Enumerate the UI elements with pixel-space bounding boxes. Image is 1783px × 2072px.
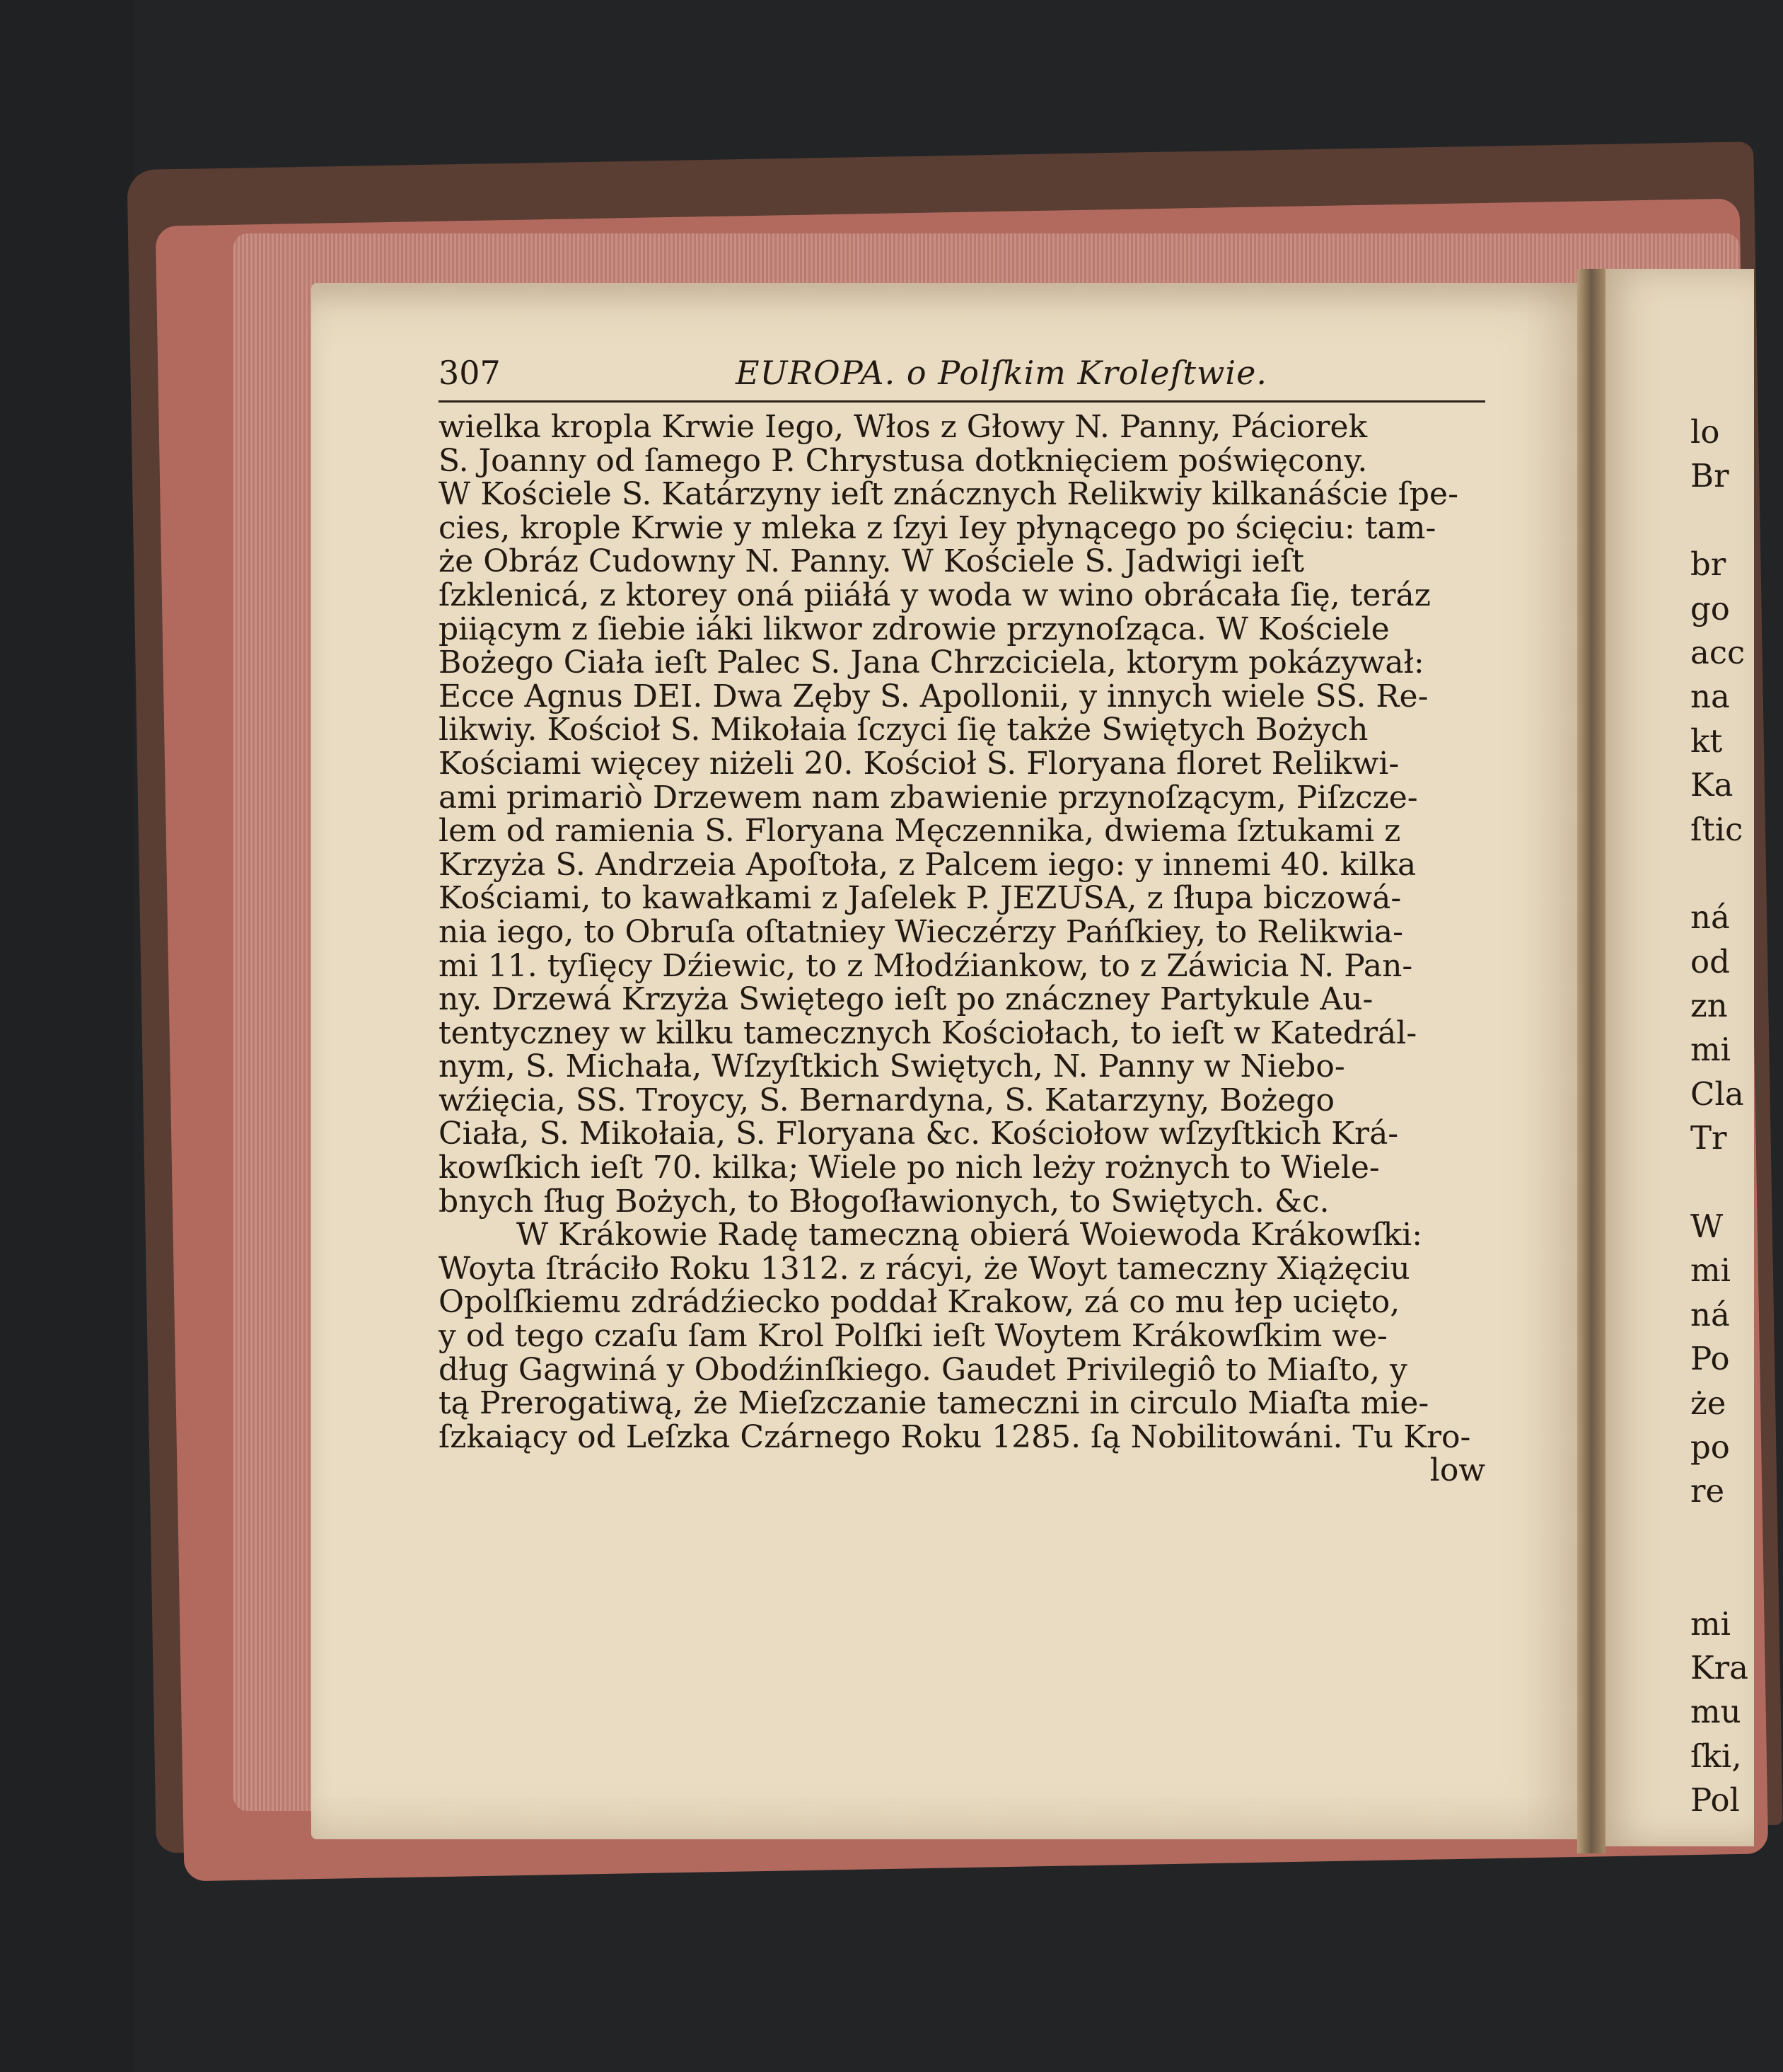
right-page-fragment: acc: [1690, 633, 1746, 671]
text-line: cies, krople Krwie y mleka z ſzyi Iey płynącego po ścięciu: tam-: [439, 509, 1436, 546]
right-page-fragment: ná: [1690, 898, 1730, 937]
text-line: ſzkaiący od Leſzka Czárnego Roku 1285. ſą Nobilitowáni. Tu Kro-: [439, 1418, 1471, 1455]
text-line: Opolſkiemu zdrádźiecko poddał Krakow, zá co mu łep ucięto,: [439, 1284, 1400, 1321]
right-page-fragment: że: [1690, 1384, 1726, 1422]
running-title: EUROPA. o Polſkim Kroleſtwie.: [736, 354, 1267, 392]
right-page-fragment: go: [1690, 589, 1730, 627]
body-text: [439, 410, 1485, 1488]
right-page-fragment: Cla: [1690, 1075, 1744, 1113]
text-line: ſzklenicá, z ktorey oná piiáłá y woda w wino obrácała ſię, teráz: [439, 577, 1431, 613]
text-line: tentyczney w kilku tamecznych Kościołach, to ieſt w Katedrál-: [439, 1014, 1417, 1051]
text-line: S. Joanny od ſamego P. Chrystusa dotknięciem poświęcony.: [439, 442, 1368, 479]
text-line: dług Gagwiná y Obodźinſkiego. Gaudet Privilegiô to Miaſto, y: [439, 1351, 1407, 1388]
right-page-fragment: ſki,: [1690, 1737, 1742, 1775]
right-page-fragment: W: [1690, 1208, 1724, 1246]
right-page-fragment: od: [1690, 942, 1730, 980]
text-line: Kościami więcey niżeli 20. Kościoł S. Floryana floret Relikwi-: [439, 745, 1400, 782]
text-line: Woyta ſtráciło Roku 1312. z rácyi, że Woyt tameczny Xiążęciu: [439, 1250, 1410, 1287]
right-page-fragment: Ka: [1690, 766, 1733, 804]
text-line: że Obráz Cudowny N. Panny. W Kościele S. Jadwigi ieſt: [439, 543, 1305, 580]
text-line: nia iego, to Obruſa oſtatniey Wieczérzy Pańſkiey, to Relikwia-: [439, 913, 1403, 950]
text-line: kowſkich ieſt 70. kilka; Wiele po nich leży rożnych to Wiele-: [439, 1150, 1380, 1186]
text-line: Bożego Ciała ieſt Palec S. Jana Chrzciciela, ktorym pokázywał:: [439, 644, 1424, 681]
text-line: Kościami, to kawałkami z Jaſelek P. JEZUSA, z ſłupa biczowá-: [439, 880, 1402, 917]
right-page-fragment: ſtic: [1690, 810, 1743, 848]
text-line: lem od ramienia S. Floryana Męczennika, dwiema ſztukami z: [439, 813, 1401, 850]
right-page-fragment: mi: [1690, 1604, 1731, 1643]
text-line: nym, S. Michała, Wſzyſtkich Swiętych, N. Panny w Niebo-: [439, 1048, 1345, 1085]
right-page-fragment: Br: [1690, 457, 1729, 495]
right-page-fragment: mi: [1690, 1031, 1731, 1069]
text-line: W Krákowie Radę tameczną obierá Woiewoda Krákowſki:: [516, 1217, 1423, 1254]
right-page-fragment: Kra: [1690, 1648, 1748, 1686]
page-header: [439, 354, 1485, 396]
gutter: [1577, 269, 1605, 1853]
right-page-fragment: [1690, 1558, 1754, 1602]
text-line: W Kościele S. Katárzyny ieſt znácznych Relikwiy kilkanáście ſpe-: [439, 476, 1458, 513]
right-page-fragment: [1690, 852, 1754, 896]
right-page-fragments: [1690, 410, 1754, 1823]
text-line: ami primariò Drzewem nam zbawienie przynoſzącym, Piſzcze-: [439, 779, 1418, 816]
right-page-fragment: ná: [1690, 1295, 1730, 1333]
right-page-fragment: na: [1690, 678, 1730, 716]
text-line: likwiy. Kościoł S. Mikołaia ſczyci ſię także Swiętych Bożych: [439, 712, 1369, 748]
right-page-fragment: zn: [1690, 987, 1728, 1025]
background: [0, 0, 134, 2072]
text-line: bnych ſług Bożych, to Błogoſławionych, to Swiętych. &c.: [439, 1183, 1330, 1220]
right-page-fragment: mu: [1690, 1693, 1741, 1731]
right-page-fragment: Tr: [1690, 1119, 1727, 1157]
right-page-fragment: Po: [1690, 1340, 1730, 1378]
right-page-fragment: [1690, 1514, 1754, 1558]
text-line: piiącym z ſiebie iáki likwor zdrowie przynoſząca. W Kościele: [439, 610, 1390, 647]
right-page-fragment: lo: [1690, 413, 1720, 451]
page-number: 307: [439, 354, 501, 392]
text-line: tą Prerogatiwą, że Mieſzczanie tameczni in circulo Miaſta mie-: [439, 1385, 1429, 1422]
text-line: wźięcia, SS. Troycy, S. Bernardyna, S. Katarzyny, Bożego: [439, 1082, 1335, 1118]
right-page-fragment: kt: [1690, 722, 1723, 760]
right-page-fragment: [1690, 1161, 1754, 1205]
header-rule: [439, 400, 1485, 403]
right-page-fragment: [1690, 499, 1754, 543]
right-page-fragment: re: [1690, 1472, 1725, 1510]
text-line: ny. Drzewá Krzyża Swiętego ieſt po znáczney Partykule Au-: [439, 981, 1373, 1018]
right-page-fragment: mi: [1690, 1251, 1731, 1290]
text-line: y od tego czaſu ſam Krol Polſki ieſt Woytem Krákowſkim we-: [439, 1318, 1388, 1355]
text-line: Ciała, S. Mikołaia, S. Floryana &c. Kościołow wſzyſtkich Krá-: [439, 1116, 1399, 1152]
text-line: wielka kropla Krwie Iego, Włos z Głowy N. Panny, Páciorek: [439, 409, 1368, 445]
right-page-fragment: Pol: [1690, 1781, 1740, 1819]
text-line: Ecce Agnus DEI. Dwa Zęby S. Apollonii, y innych wiele SS. Re-: [439, 678, 1429, 714]
text-line: mi 11. tyſięcy Dźiewic, to z Młodźiankow, to z Záwicia N. Pan-: [439, 947, 1413, 984]
right-page-fragment: br: [1690, 545, 1726, 584]
text-line: low: [1429, 1452, 1485, 1489]
right-page-fragment: po: [1690, 1428, 1730, 1466]
text-line: Krzyża S. Andrzeia Apoſtoła, z Palcem iego: y innemi 40. kilka: [439, 846, 1417, 883]
